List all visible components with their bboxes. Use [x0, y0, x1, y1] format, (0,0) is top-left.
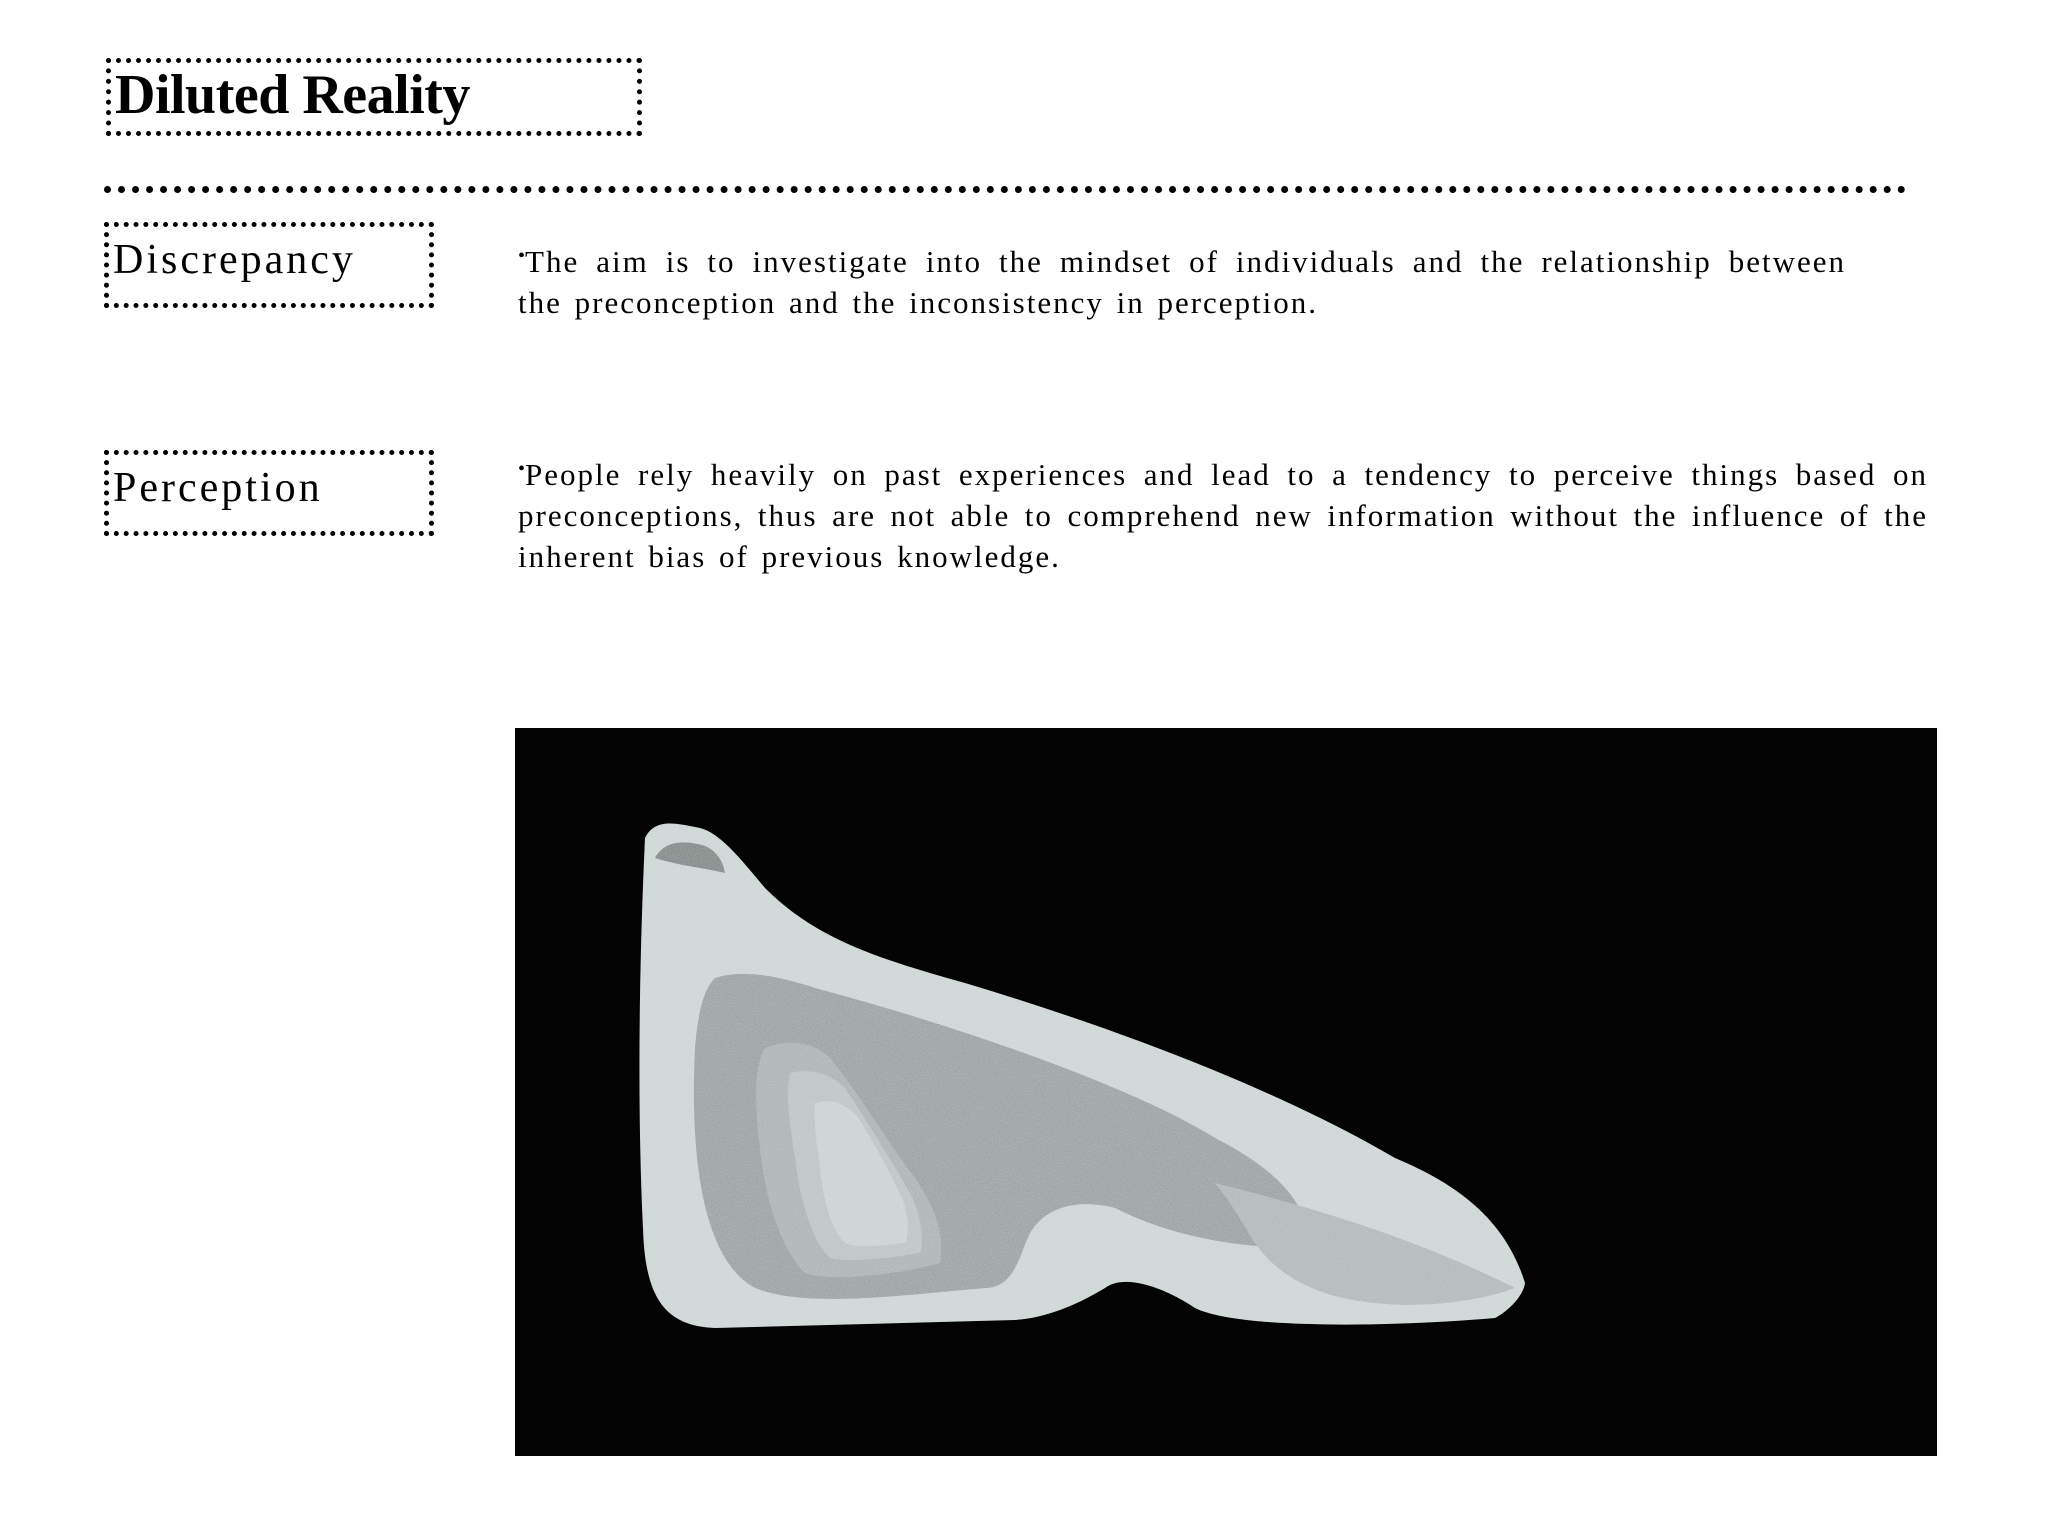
- section-label-perception: Perception: [113, 465, 323, 511]
- label-box-discrepancy: [104, 222, 434, 308]
- label-box-perception: [104, 450, 434, 536]
- bullet-marker: •: [518, 245, 526, 267]
- paragraph-text-perception: People rely heavily on past experiences and lead to a tendency to perceive things based on preconceptions, thus are not able to comprehend new information without the influence of the inherent bias of previous knowledge.: [518, 457, 1928, 574]
- section-label-discrepancy: Discrepancy: [113, 237, 356, 283]
- abstract-form-graphic: [515, 728, 1937, 1456]
- title-box: [106, 58, 642, 136]
- dotted-divider: [104, 186, 1906, 193]
- paragraph-discrepancy: [518, 236, 1846, 323]
- paragraph-perception: [518, 449, 1928, 577]
- paragraph-text-discrepancy: The aim is to investigate into the mindset of individuals and the relationship between the preconception and the inconsistency in perception.: [518, 244, 1846, 320]
- bullet-marker: •: [518, 458, 526, 480]
- abstract-form-image: [515, 728, 1937, 1456]
- page-title: Diluted Reality: [115, 64, 470, 126]
